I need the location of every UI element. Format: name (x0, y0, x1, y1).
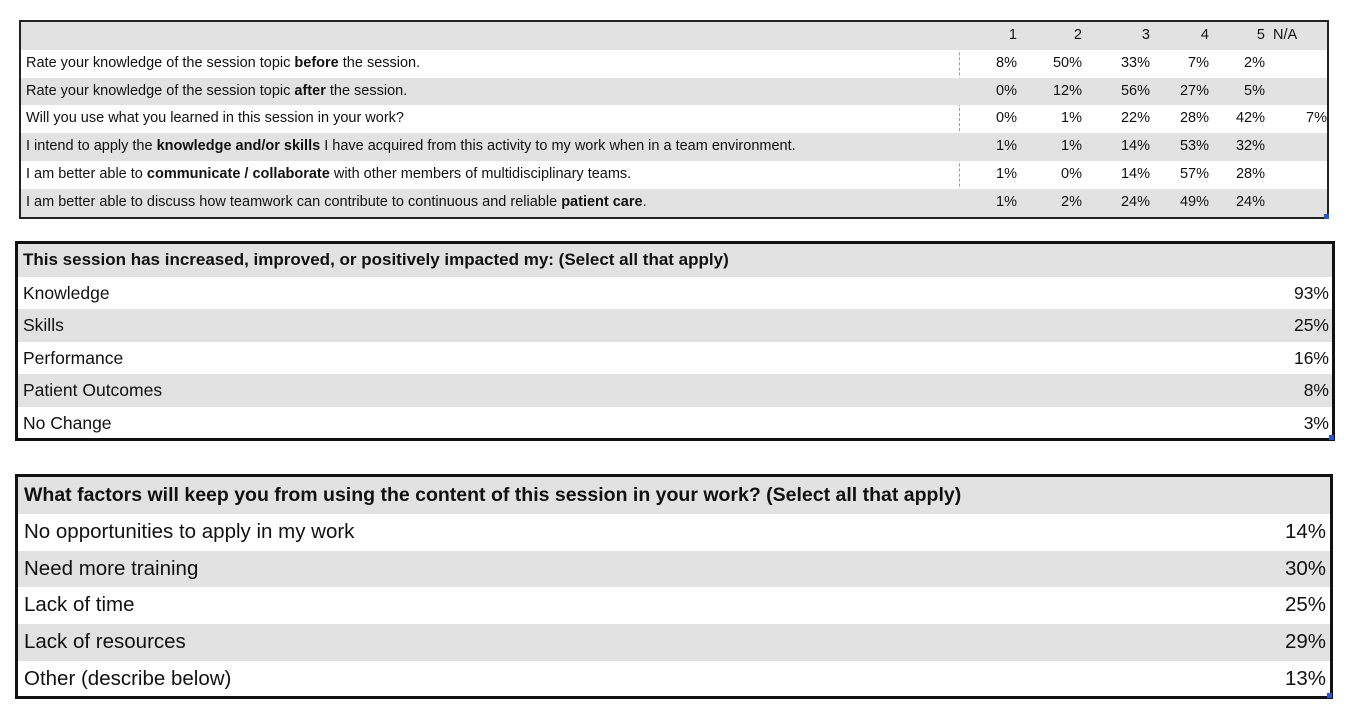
table-row (21, 78, 1327, 106)
percent-cell: 0% (996, 110, 1017, 127)
percent-cell: 28% (1179, 110, 1209, 127)
question-fragment: I am better able to discuss how teamwork can contribute to continuous and reliable (26, 193, 562, 210)
percent-cell: 56% (1120, 82, 1150, 99)
percent-cell: 1% (996, 165, 1017, 182)
impact-table-title (18, 244, 1332, 277)
rating-header-row (21, 22, 1327, 50)
percent-cell: 0% (1061, 165, 1082, 182)
question-emphasis: communicate / collaborate (146, 165, 330, 182)
percent-cell: 1% (996, 138, 1017, 155)
barriers-table-title (18, 477, 1330, 514)
cell-resize-handle[interactable] (1327, 693, 1332, 698)
table-title: This session has increased, improved, or positively impacted my: (Select all that apply) (23, 250, 729, 269)
percent-cell: 1% (996, 193, 1017, 210)
question-fragment: Will you use what you learned in this session in your work? (26, 110, 404, 127)
question-fragment: the session. (325, 82, 408, 99)
row-label: Lack of time (24, 593, 135, 617)
percent-cell: 22% (1120, 110, 1150, 127)
percent-cell: 50% (1052, 54, 1082, 71)
percent-cell: 7% (1188, 54, 1209, 71)
row-label: Performance (23, 347, 124, 368)
question-text (26, 50, 420, 78)
question-fragment: I have acquired from this activity to my work when in a team environment. (320, 138, 796, 155)
percent-cell: 32% (1235, 138, 1265, 155)
column-header: 1 (1008, 27, 1017, 43)
question-fragment: the session. (338, 54, 421, 71)
row-label: Skills (23, 315, 64, 336)
column-header: 3 (1141, 27, 1150, 43)
question-fragment: Rate your knowledge of the session topic (26, 54, 295, 71)
row-value: 25% (1293, 315, 1329, 336)
table-row (18, 587, 1330, 624)
row-value: 13% (1284, 666, 1326, 690)
table-row (18, 277, 1332, 310)
question-fragment: I am better able to (26, 165, 147, 182)
percent-cell: 8% (996, 54, 1017, 71)
table-row (21, 50, 1327, 78)
question-emphasis: after (294, 82, 326, 99)
percent-cell: 24% (1120, 193, 1150, 210)
table-row (21, 161, 1327, 189)
row-label: Other (describe below) (24, 666, 232, 690)
column-header: 2 (1073, 27, 1082, 43)
table-row (18, 551, 1330, 588)
column-header: 4 (1200, 27, 1209, 43)
question-text (26, 161, 631, 189)
row-label: No Change (23, 412, 112, 433)
percent-cell: 33% (1120, 54, 1150, 71)
table-row (21, 189, 1327, 217)
question-text (26, 105, 404, 133)
percent-cell: 14% (1120, 165, 1150, 182)
row-label: Lack of resources (24, 630, 186, 654)
rating-table (19, 20, 1329, 219)
row-value: 16% (1293, 347, 1329, 368)
percent-cell: 24% (1235, 193, 1265, 210)
table-row (18, 514, 1330, 551)
percent-cell: 1% (1061, 138, 1082, 155)
row-value: 30% (1284, 556, 1326, 580)
cell-resize-handle[interactable] (1329, 435, 1334, 440)
column-header: N/A (1273, 27, 1298, 43)
row-value: 29% (1284, 630, 1326, 654)
table-row (21, 105, 1327, 133)
row-value: 3% (1303, 412, 1329, 433)
barriers-table (15, 474, 1333, 699)
percent-cell: 57% (1179, 165, 1209, 182)
row-value: 8% (1303, 380, 1329, 401)
question-text (26, 189, 647, 217)
table-row (18, 624, 1330, 661)
column-header: 5 (1256, 27, 1265, 43)
cell-resize-handle[interactable] (1324, 214, 1329, 219)
table-row (21, 133, 1327, 161)
percent-cell: 14% (1120, 138, 1150, 155)
question-fragment: with other members of multidisciplinary teams. (329, 165, 632, 182)
percent-cell: 0% (996, 82, 1017, 99)
table-row (18, 407, 1332, 440)
percent-cell: 49% (1179, 193, 1209, 210)
row-value: 25% (1284, 593, 1326, 617)
percent-cell: 1% (1061, 110, 1082, 127)
percent-cell: 12% (1052, 82, 1082, 99)
table-row (18, 374, 1332, 407)
impact-table (15, 241, 1335, 441)
question-emphasis: patient care (561, 193, 643, 210)
percent-cell: 53% (1179, 138, 1209, 155)
row-value: 14% (1284, 519, 1326, 543)
question-emphasis: knowledge and/or skills (156, 138, 321, 155)
percent-cell: 2% (1061, 193, 1082, 210)
percent-cell: 27% (1179, 82, 1209, 99)
table-row (18, 309, 1332, 342)
percent-cell: 2% (1244, 54, 1265, 71)
table-row (18, 342, 1332, 375)
table-row (18, 661, 1330, 698)
table-title: What factors will keep you from using the content of this session in your work? (Select all that apply) (24, 484, 962, 506)
row-label: Patient Outcomes (23, 380, 163, 401)
percent-cell: 28% (1235, 165, 1265, 182)
row-label: Knowledge (23, 282, 110, 303)
row-label: No opportunities to apply in my work (24, 519, 355, 543)
question-text (26, 78, 407, 106)
percent-cell: 5% (1244, 82, 1265, 99)
question-fragment: Rate your knowledge of the session topic (26, 82, 295, 99)
row-value: 93% (1293, 282, 1329, 303)
question-fragment: I intend to apply the (26, 138, 157, 155)
row-label: Need more training (24, 556, 199, 580)
question-text (26, 133, 796, 161)
percent-cell: 42% (1235, 110, 1265, 127)
question-fragment: . (642, 193, 647, 210)
percent-cell: 7% (1306, 110, 1327, 127)
question-emphasis: before (294, 54, 339, 71)
